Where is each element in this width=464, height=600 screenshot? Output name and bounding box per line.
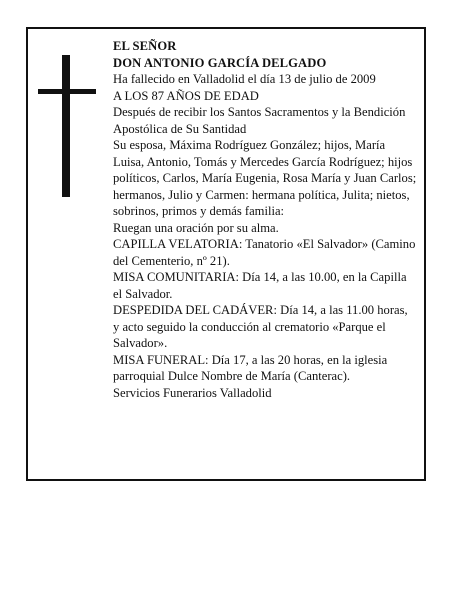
funeral-mass-paragraph: [113, 352, 417, 385]
cross-horizontal-bar: [38, 89, 96, 94]
family-text: Su esposa, Máxima Rodríguez González; hijos, María Luisa, Antonio, Tomás y Mercedes García Rodríguez; hijos políticos, Carlos, María Eugenia, Rosa María y Juan Carlos; hermanos, Julio y Carmen: hermana política, Julita; nietos, sobrinos, primos y demás familia:: [113, 138, 417, 218]
community-mass-label: MISA COMUNITARIA:: [113, 270, 239, 284]
funeral-mass-text: Día 17, a las 20 horas, en la iglesia parroquial Dulce Nombre de María (Canterac).: [113, 352, 388, 383]
farewell-text: Día 14, a las 11.00 horas, y acto seguido la conducción al crematorio «Parque el Salvador».: [113, 303, 408, 350]
chapel-label: CAPILLA VELATORIA:: [113, 237, 243, 251]
community-mass-text: Día 14, a las 10.00, en la Capilla el Salvador.: [113, 270, 407, 301]
chapel-paragraph: [113, 236, 417, 269]
funeral-services-text: Servicios Funerarios Valladolid: [113, 385, 272, 400]
sacraments-text: Después de recibir los Santos Sacramentos y la Bendición Apostólica de Su Santidad: [113, 105, 406, 136]
obituary-text: [113, 38, 417, 401]
farewell-paragraph: [113, 302, 417, 352]
age-line: A LOS 87 AÑOS DE EDAD: [113, 88, 259, 103]
cross-vertical-bar: [62, 55, 70, 197]
prayer-text: Ruegan una oración por su alma.: [113, 220, 279, 235]
funeral-mass-label: MISA FUNERAL:: [113, 352, 209, 367]
farewell-label: DESPEDIDA DEL CADÁVER:: [113, 303, 277, 317]
deceased-name: DON ANTONIO GARCÍA DELGADO: [113, 55, 327, 70]
community-mass-paragraph: [113, 269, 417, 302]
death-line: Ha fallecido en Valladolid el día 13 de julio de 2009: [113, 72, 376, 86]
chapel-text: Tanatorio «El Salvador» (Camino del Cementerio, nº 21).: [113, 237, 416, 268]
obituary-title: EL SEÑOR: [113, 39, 177, 53]
latin-cross-icon: [38, 55, 96, 197]
